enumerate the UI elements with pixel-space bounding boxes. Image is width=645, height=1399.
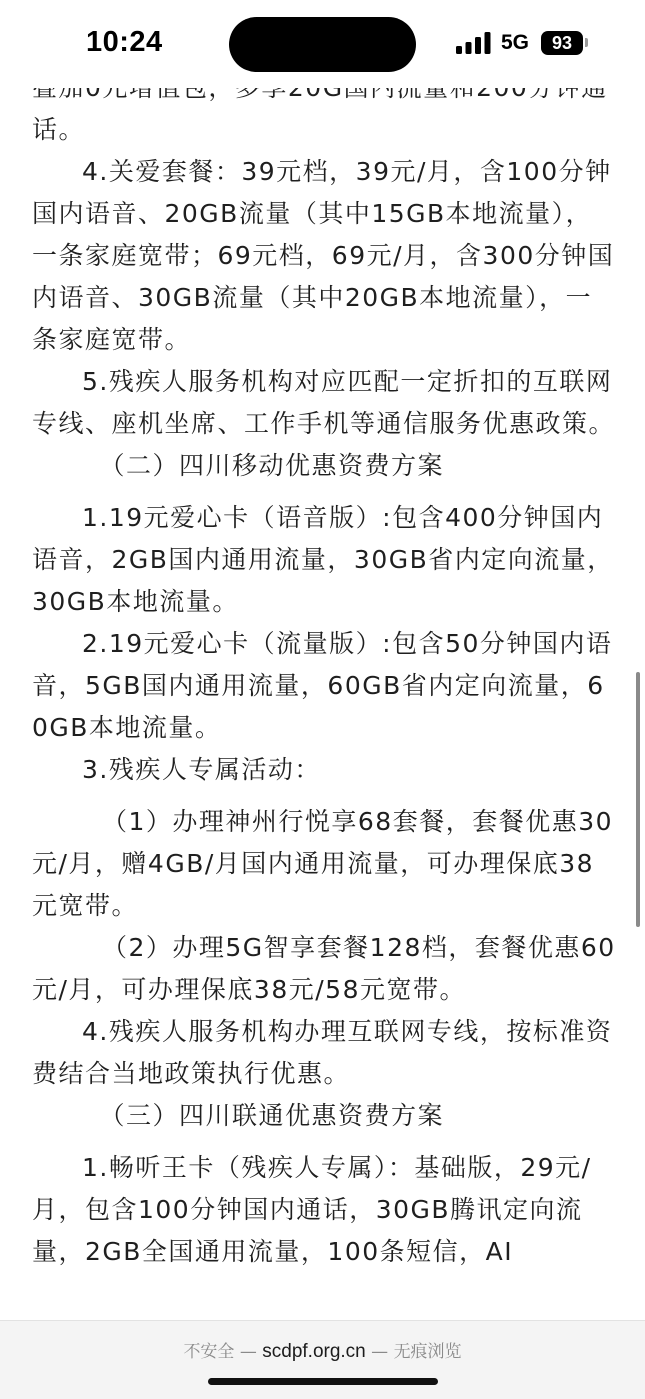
scroll-indicator[interactable]	[636, 672, 640, 927]
home-indicator[interactable]	[208, 1378, 438, 1385]
status-bar	[0, 0, 645, 88]
security-label: 不安全	[183, 1342, 235, 1362]
browser-address-bar[interactable]	[0, 1320, 645, 1399]
section-heading-unicom: （三）四川联通优惠资费方案	[99, 1101, 445, 1130]
paragraph-care-package: 4.关爱套餐：39元档，39元/月，含100分钟国内语音、20GB流量（其中15GB本地流量），一条家庭宽带；69元档，69元/月，含300分钟国内语音、30GB流量（其中20GB本地流量），一条家庭宽带。	[32, 157, 615, 354]
address-line[interactable]	[0, 1337, 645, 1363]
battery-icon	[541, 31, 583, 55]
paragraph-love-card-data: 2.19元爱心卡（流量版）:包含50分钟国内语音，5GB国内通用流量，60GB省内定向流量，60GB本地流量。	[32, 629, 613, 742]
site-domain[interactable]: scdpf.org.cn	[262, 1341, 366, 1362]
paragraph-activity-2: （2）办理5G智享套餐128档，套餐优惠60元/月，可办理保底38元/58元宽带。	[32, 933, 616, 1004]
network-type: 5G	[501, 31, 530, 54]
separator-right: —	[371, 1342, 389, 1362]
paragraph-activity-1: （1）办理神州行悦享68套餐，套餐优惠30元/月，赠4GB/月国内通用流量，可办理保底38元宽带。	[32, 807, 614, 920]
paragraph-continuation: 话。	[32, 115, 86, 144]
separator-left: —	[239, 1342, 257, 1362]
paragraph-internet-line: 4.残疾人服务机构办理互联网专线，按标准资费结合当地政策执行优惠。	[32, 1017, 613, 1088]
battery-level: 93	[551, 33, 573, 53]
status-time: 10:24	[86, 26, 163, 58]
paragraph-service-agencies: 5.残疾人服务机构对应匹配一定折扣的互联网专线、座机坐席、工作手机等通信服务优惠政策。	[32, 367, 616, 438]
paragraph-exclusive-activities: 3.残疾人专属活动：	[82, 755, 321, 784]
section-heading-mobile: （二）四川移动优惠资费方案	[99, 451, 445, 480]
paragraph-love-card-voice: 1.19元爱心卡（语音版）:包含400分钟国内语音，2GB国内通用流量，30GB省内定向流量，30GB本地流量。	[32, 503, 614, 616]
paragraph-king-card: 1.畅听王卡（残疾人专属）：基础版，29元/月，包含100分钟国内通话，30GB腾讯定向流量，2GB全国通用流量，100条短信，AI	[32, 1153, 592, 1266]
private-mode-label: 无痕浏览	[393, 1342, 462, 1362]
battery-cap	[585, 38, 588, 47]
cellular-signal-icon	[456, 32, 492, 54]
article-body	[32, 67, 616, 1273]
dynamic-island	[229, 17, 416, 72]
